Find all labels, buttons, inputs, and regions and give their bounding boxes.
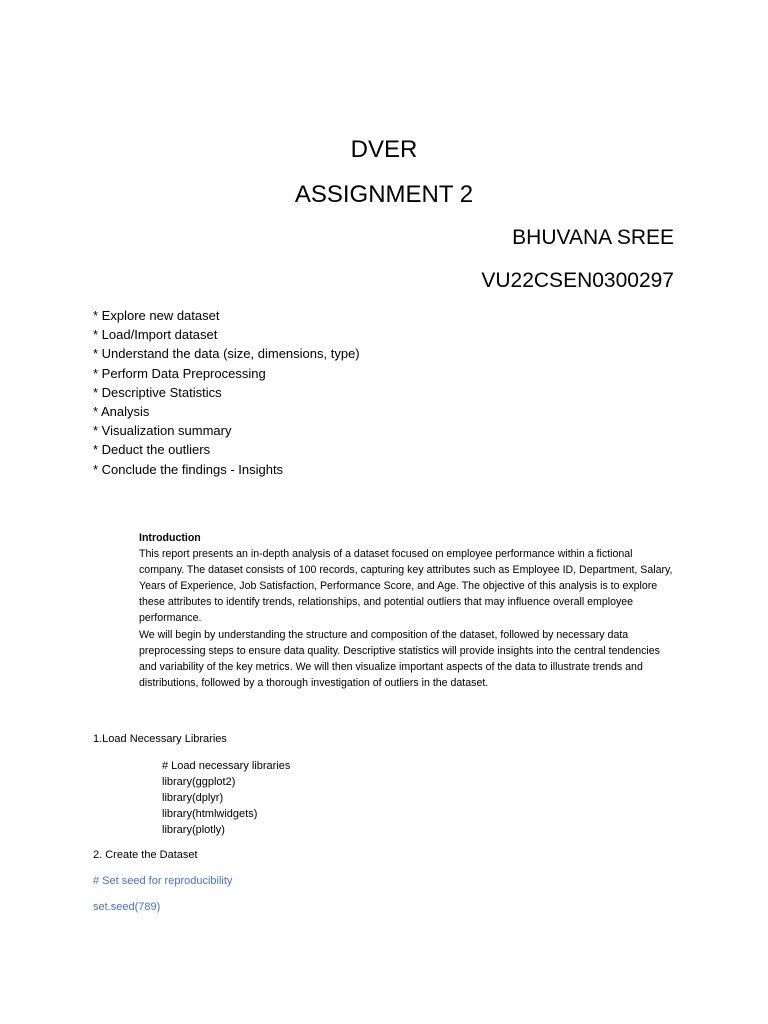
- course-title: DVER: [350, 136, 418, 163]
- task-item: * Understand the data (size, dimensions, type): [93, 346, 360, 362]
- student-id: VU22CSEN0300297: [481, 269, 674, 292]
- code-line: library(ggplot2): [162, 776, 236, 788]
- introduction-section: [139, 530, 679, 691]
- task-item: * Conclude the findings - Insights: [93, 461, 284, 477]
- section-2-heading: 2. Create the Dataset: [93, 849, 198, 861]
- task-item: * Explore new dataset: [93, 308, 220, 323]
- task-item: * Load/Import dataset: [93, 327, 218, 343]
- introduction-paragraph-2: We will begin by understanding the structure and composition of the dataset, followed by necessary data preprocessing steps to ensure data quality. Descriptive statistics will provide insights into the central tendencies and variability of the key metrics. We will then visualize important aspects of the data to illustrate trends and distributions, followed by a thorough investigation of outliers in the dataset.: [139, 628, 660, 689]
- introduction-paragraph-1: This report presents an in-depth analysis of a dataset focused on employee performance within a fictional company. The dataset consists of 100 records, capturing key attributes such as Employee ID, Department, Salary, Years of Experience, Job Satisfaction, Performance Score, and Age. The objective of this analysis is to explore these attributes to identify trends, relationships, and potential outliers that may influence overall employee performance.: [139, 548, 673, 625]
- seed-code: set.seed(789): [93, 901, 161, 913]
- code-line: library(htmlwidgets): [162, 808, 258, 820]
- task-item: * Descriptive Statistics: [93, 384, 222, 400]
- code-line: library(plotly): [162, 824, 225, 836]
- section-1-heading: 1.Load Necessary Libraries: [93, 733, 227, 745]
- seed-comment: # Set seed for reproducibility: [93, 875, 233, 887]
- task-item: * Visualization summary: [93, 423, 232, 439]
- introduction-heading: Introduction: [139, 532, 201, 544]
- task-item: * Analysis: [93, 404, 150, 420]
- author-name: BHUVANA SREE: [512, 226, 674, 249]
- task-item: * Deduct the outliers: [93, 442, 211, 458]
- code-line: library(dplyr): [162, 792, 224, 804]
- assignment-title: ASSIGNMENT 2: [294, 181, 474, 208]
- task-list: [93, 306, 360, 479]
- library-code-block: [162, 758, 290, 838]
- task-item: * Perform Data Preprocessing: [93, 365, 266, 381]
- code-line: # Load necessary libraries: [162, 760, 291, 772]
